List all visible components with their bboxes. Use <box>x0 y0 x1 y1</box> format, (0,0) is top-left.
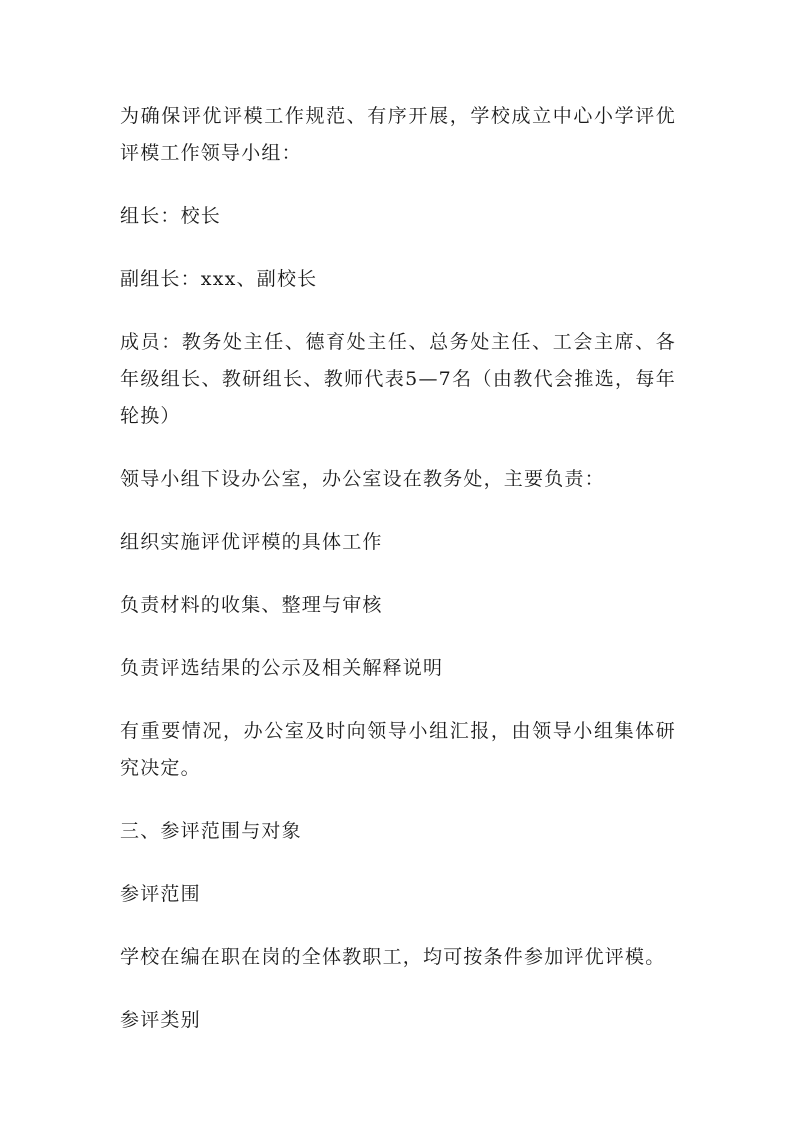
paragraph-duty-2: 负责材料的收集、整理与审核 <box>120 594 383 616</box>
section-heading-scope: 三、参评范围与对象 <box>120 820 302 842</box>
paragraph-duty-3: 负责评选结果的公示及相关解释说明 <box>120 657 444 679</box>
paragraph-scope: 学校在编在职在岗的全体教职工，均可按条件参加评优评模。 <box>120 946 666 968</box>
paragraph-deputy-leader: 副组长：xxx、副校长 <box>120 268 318 290</box>
paragraph-leader: 组长：校长 <box>120 205 222 227</box>
subheading-scope: 参评范围 <box>120 883 201 905</box>
paragraph-report: 有重要情况，办公室及时向领导小组汇报，由领导小组集体研究决定。 <box>120 720 676 779</box>
paragraph-duty-1: 组织实施评优评模的具体工作 <box>120 531 383 553</box>
paragraph-intro: 为确保评优评模工作规范、有序开展，学校成立中心小学评优评模工作领导小组： <box>120 105 676 164</box>
subheading-categories: 参评类别 <box>120 1009 201 1031</box>
paragraph-office: 领导小组下设办公室，办公室设在教务处，主要负责： <box>120 468 605 490</box>
paragraph-members: 成员：教务处主任、德育处主任、总务处主任、工会主席、各年级组长、教研组长、教师代表5—7名（由教代会推选，每年轮换） <box>120 331 676 427</box>
document-body <box>120 98 676 1065</box>
